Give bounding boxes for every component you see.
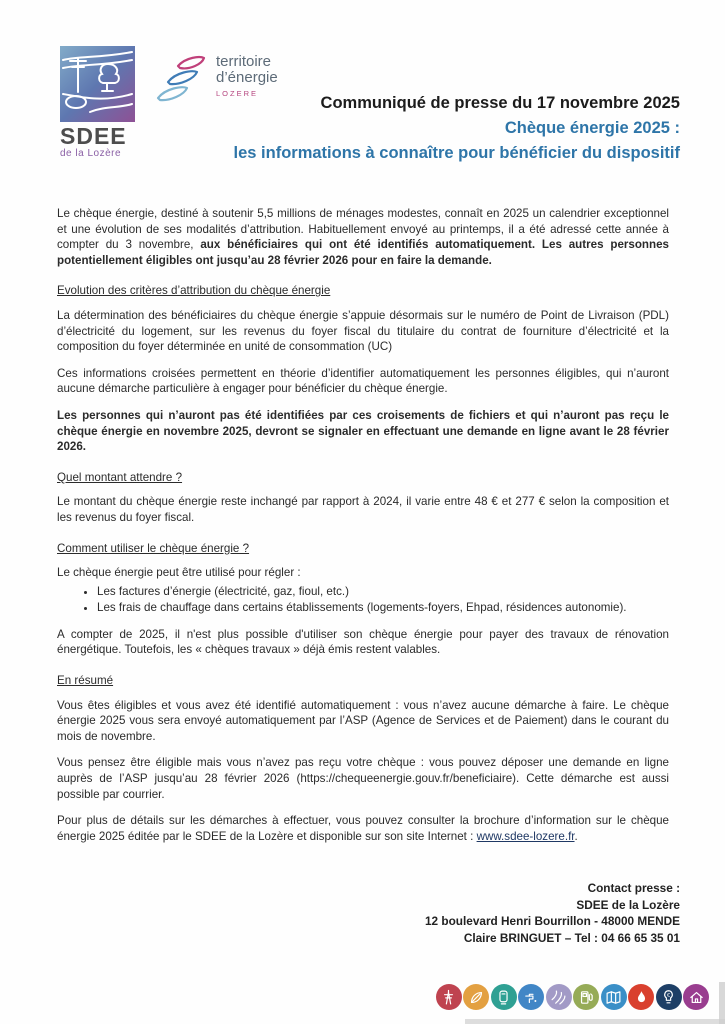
section-heading-summary: En résumé: [57, 674, 114, 688]
intro-normal-run: Le chèque énergie, destiné à soutenir 5,5 millions de ménages modestes, connaît en 2025 un calendrier exceptionnel et une évolution de ses modalités d’attribution. Habituellement envoyé au printemps, il a été adressé cette année à compter du 3 novembre,: [57, 207, 669, 252]
sdee-subtitle: de la Lozère: [60, 148, 122, 160]
electricity-pylon-icon: [436, 984, 462, 1010]
section-heading-amount: Quel montant attendre ?: [57, 470, 183, 484]
ev-charging-icon: [573, 984, 599, 1010]
press-release-subtitle-line1: Chèque énergie 2025 :: [504, 118, 680, 137]
contact-organization: SDEE de la Lozère: [576, 897, 680, 912]
usage-intro: Le chèque énergie peut être utilisé pour régler :: [57, 566, 301, 580]
te-logo-line2: d’énergie: [216, 68, 278, 86]
leaf-environment-icon: [463, 984, 489, 1010]
contact-person-phone: Claire BRINGUET – Tel : 04 66 65 35 01: [463, 930, 680, 945]
scan-edge-artifact-right: [719, 982, 725, 1024]
svg-text:€: €: [667, 992, 670, 999]
contact-label: Contact presse :: [587, 881, 680, 895]
press-release-title: Communiqué de presse du 17 novembre 2025: [320, 94, 680, 112]
gas-flame-icon: [628, 984, 654, 1010]
press-contact-block: [425, 880, 680, 946]
summary-paragraph-3: [57, 813, 669, 844]
usage-bullet-2: • Les frais de chauffage dans certains établissements (logements-foyers, Ehpad, résidences autonomie).: [97, 600, 669, 616]
usage-bullet-list: [57, 584, 669, 616]
summary-paragraph-2: Vous pensez être éligible mais vous n’avez pas reçu votre chèque : vous pouvez déposer une demande en ligne auprès de l’ASP jusqu’au 28 février 2026 (https://chequeenergie.gouv.fr/beneficiaire). Cette démarche est aussi possible par courrier.: [57, 756, 669, 801]
summary-p3-text: Pour plus de détails sur les démarches à effectuer, vous pouvez consulter la brochure d’information sur le chèque énergie 2025 éditée par le SDEE de la Lozère et disponible sur son site Internet :: [57, 814, 669, 843]
usage-bullet-1: • Les factures d’énergie (électricité, gaz, fioul, etc.): [97, 584, 669, 600]
house-energy-icon: [683, 984, 709, 1010]
summary-p3-period: .: [574, 829, 578, 843]
document-body: [57, 206, 669, 855]
energy-savings-bulb-icon: [656, 984, 682, 1010]
water-faucet-icon: [518, 984, 544, 1010]
intro-paragraph: [57, 206, 669, 268]
criteria-paragraph-3: Les personnes qui n’auront pas été identifiées par ces croisements de fichiers et qui n’auront pas reçu le chèque énergie en novembre 2025, devront se signaler en effectuant une demande en ligne avant le 28 février 2026.: [57, 408, 669, 454]
scan-edge-artifact-bottom: [465, 1019, 725, 1024]
map-gis-icon: [601, 984, 627, 1010]
criteria-paragraph-2: Ces informations croisées permettent en théorie d’identifier automatiquement les personnes éligibles, qui n’auront aucune démarche particulière à engager pour bénéficier du chèque énergie.: [57, 366, 669, 396]
water-heater-icon: [491, 984, 517, 1010]
section-heading-criteria: Evolution des critères d’attribution du chèque énergie: [57, 284, 331, 298]
usage-paragraph-after: A compter de 2025, il n'est plus possible d'utiliser son chèque énergie pour payer des travaux de rénovation énergétique. Toutefois, les « chèques travaux » déjà émis restent valables.: [57, 627, 669, 657]
contact-address: 12 boulevard Henri Bourrillon - 48000 MENDE: [424, 914, 680, 928]
te-logo-region: LOZERE: [216, 88, 259, 98]
criteria-paragraph-1: La détermination des bénéficiaires du chèque énergie s’appuie désormais sur le numéro de Point de Livraison (PDL) d’électricité du logement, sur les revenus du foyer fiscal du titulaire du contrat de fourniture d’électricité et la composition du foyer déterminée en unité de consommation (UC): [57, 308, 669, 354]
te-logo-line1: territoire: [216, 53, 272, 70]
section-heading-usage: Comment utiliser le chèque énergie ?: [57, 541, 250, 555]
amount-paragraph: Le montant du chèque énergie reste inchangé par rapport à 2024, il varie entre 48 € et 277 € selon la composition et les revenus du foyer fiscal.: [57, 495, 669, 524]
summary-paragraph-1: Vous êtes éligibles et vous avez été identifié automatiquement : vous n’avez aucune démarche à faire. Le chèque énergie 2025 vous sera envoyé automatiquement par l’ASP (Agence de Services et de Paiement) dans le courant du mois de novembre.: [57, 698, 669, 743]
sdee-acronym: SDEE: [60, 123, 127, 149]
gas-network-icon: [546, 984, 572, 1010]
press-release-subtitle-line2: les informations à connaître pour bénéficier du dispositif: [233, 143, 680, 162]
title-block: [120, 92, 680, 165]
intro-bold-run: aux bénéficiaires qui ont été identifiés automatiquement. Les autres personnes potentiellement éligibles ont jusqu’au 28 février 2026 pour en faire la demande.: [57, 238, 669, 267]
sdee-services-pictograms: [436, 984, 710, 1010]
sdee-website-link[interactable]: www.sdee-lozere.fr: [476, 829, 575, 843]
